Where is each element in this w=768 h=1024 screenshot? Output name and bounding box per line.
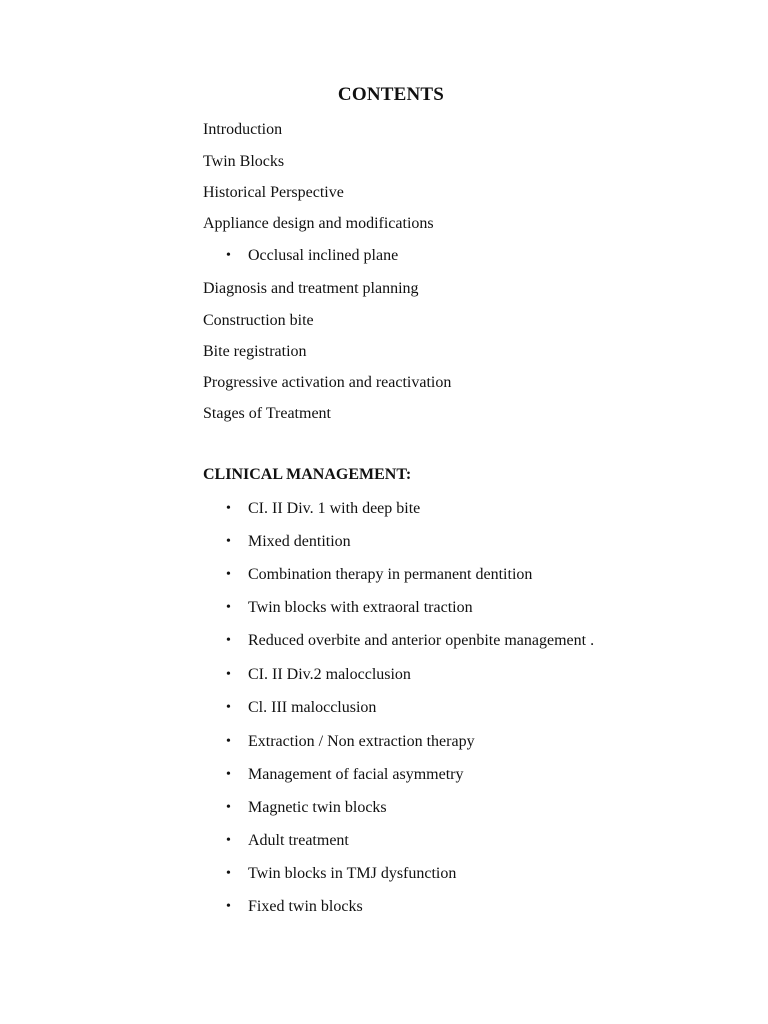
bullet-icon: • (226, 734, 231, 749)
contents-item: Construction bite (203, 312, 314, 329)
clinical-item-label: Twin blocks in TMJ dysfunction (248, 865, 457, 882)
contents-item: Introduction (203, 121, 283, 138)
contents-item: Appliance design and modifications (203, 215, 434, 232)
clinical-item-label: Twin blocks with extraoral traction (248, 599, 473, 616)
contents-item: Diagnosis and treatment planning (203, 280, 419, 297)
clinical-item-label: Management of facial asymmetry (248, 766, 464, 783)
clinical-item-label: CI. II Div. 1 with deep bite (248, 500, 421, 517)
bullet-icon: • (226, 700, 231, 715)
bullet-icon: • (226, 633, 231, 648)
bullet-icon: • (226, 248, 231, 263)
bullet-icon: • (226, 800, 231, 815)
clinical-item-label: Reduced overbite and anterior openbite management . (248, 632, 595, 649)
clinical-item-label: Mixed dentition (248, 533, 351, 550)
clinical-item-label: Adult treatment (248, 832, 349, 849)
clinical-item-label: Fixed twin blocks (248, 898, 363, 915)
page-title: CONTENTS (337, 84, 445, 105)
clinical-item-label: Combination therapy in permanent dentition (248, 566, 533, 583)
bullet-icon: • (226, 833, 231, 848)
section-heading: CLINICAL MANAGEMENT: (203, 466, 412, 483)
bullet-icon: • (226, 866, 231, 881)
contents-item: Bite registration (203, 343, 307, 360)
contents-item: Progressive activation and reactivation (203, 374, 452, 391)
bullet-icon: • (226, 667, 231, 682)
bullet-icon: • (226, 501, 231, 516)
contents-item: Twin Blocks (203, 153, 285, 170)
bullet-icon: • (226, 767, 231, 782)
contents-sub-item-label: Occlusal inclined plane (248, 247, 399, 264)
clinical-item-label: Extraction / Non extraction therapy (248, 733, 475, 750)
bullet-icon: • (226, 600, 231, 615)
clinical-item-label: CI. II Div.2 malocclusion (248, 666, 411, 683)
contents-item: Stages of Treatment (203, 405, 331, 422)
contents-item: Historical Perspective (203, 184, 344, 201)
clinical-item-label: Magnetic twin blocks (248, 799, 387, 816)
clinical-item-label: Cl. III malocclusion (248, 699, 377, 716)
bullet-icon: • (226, 899, 231, 914)
bullet-icon: • (226, 567, 231, 582)
bullet-icon: • (226, 534, 231, 549)
